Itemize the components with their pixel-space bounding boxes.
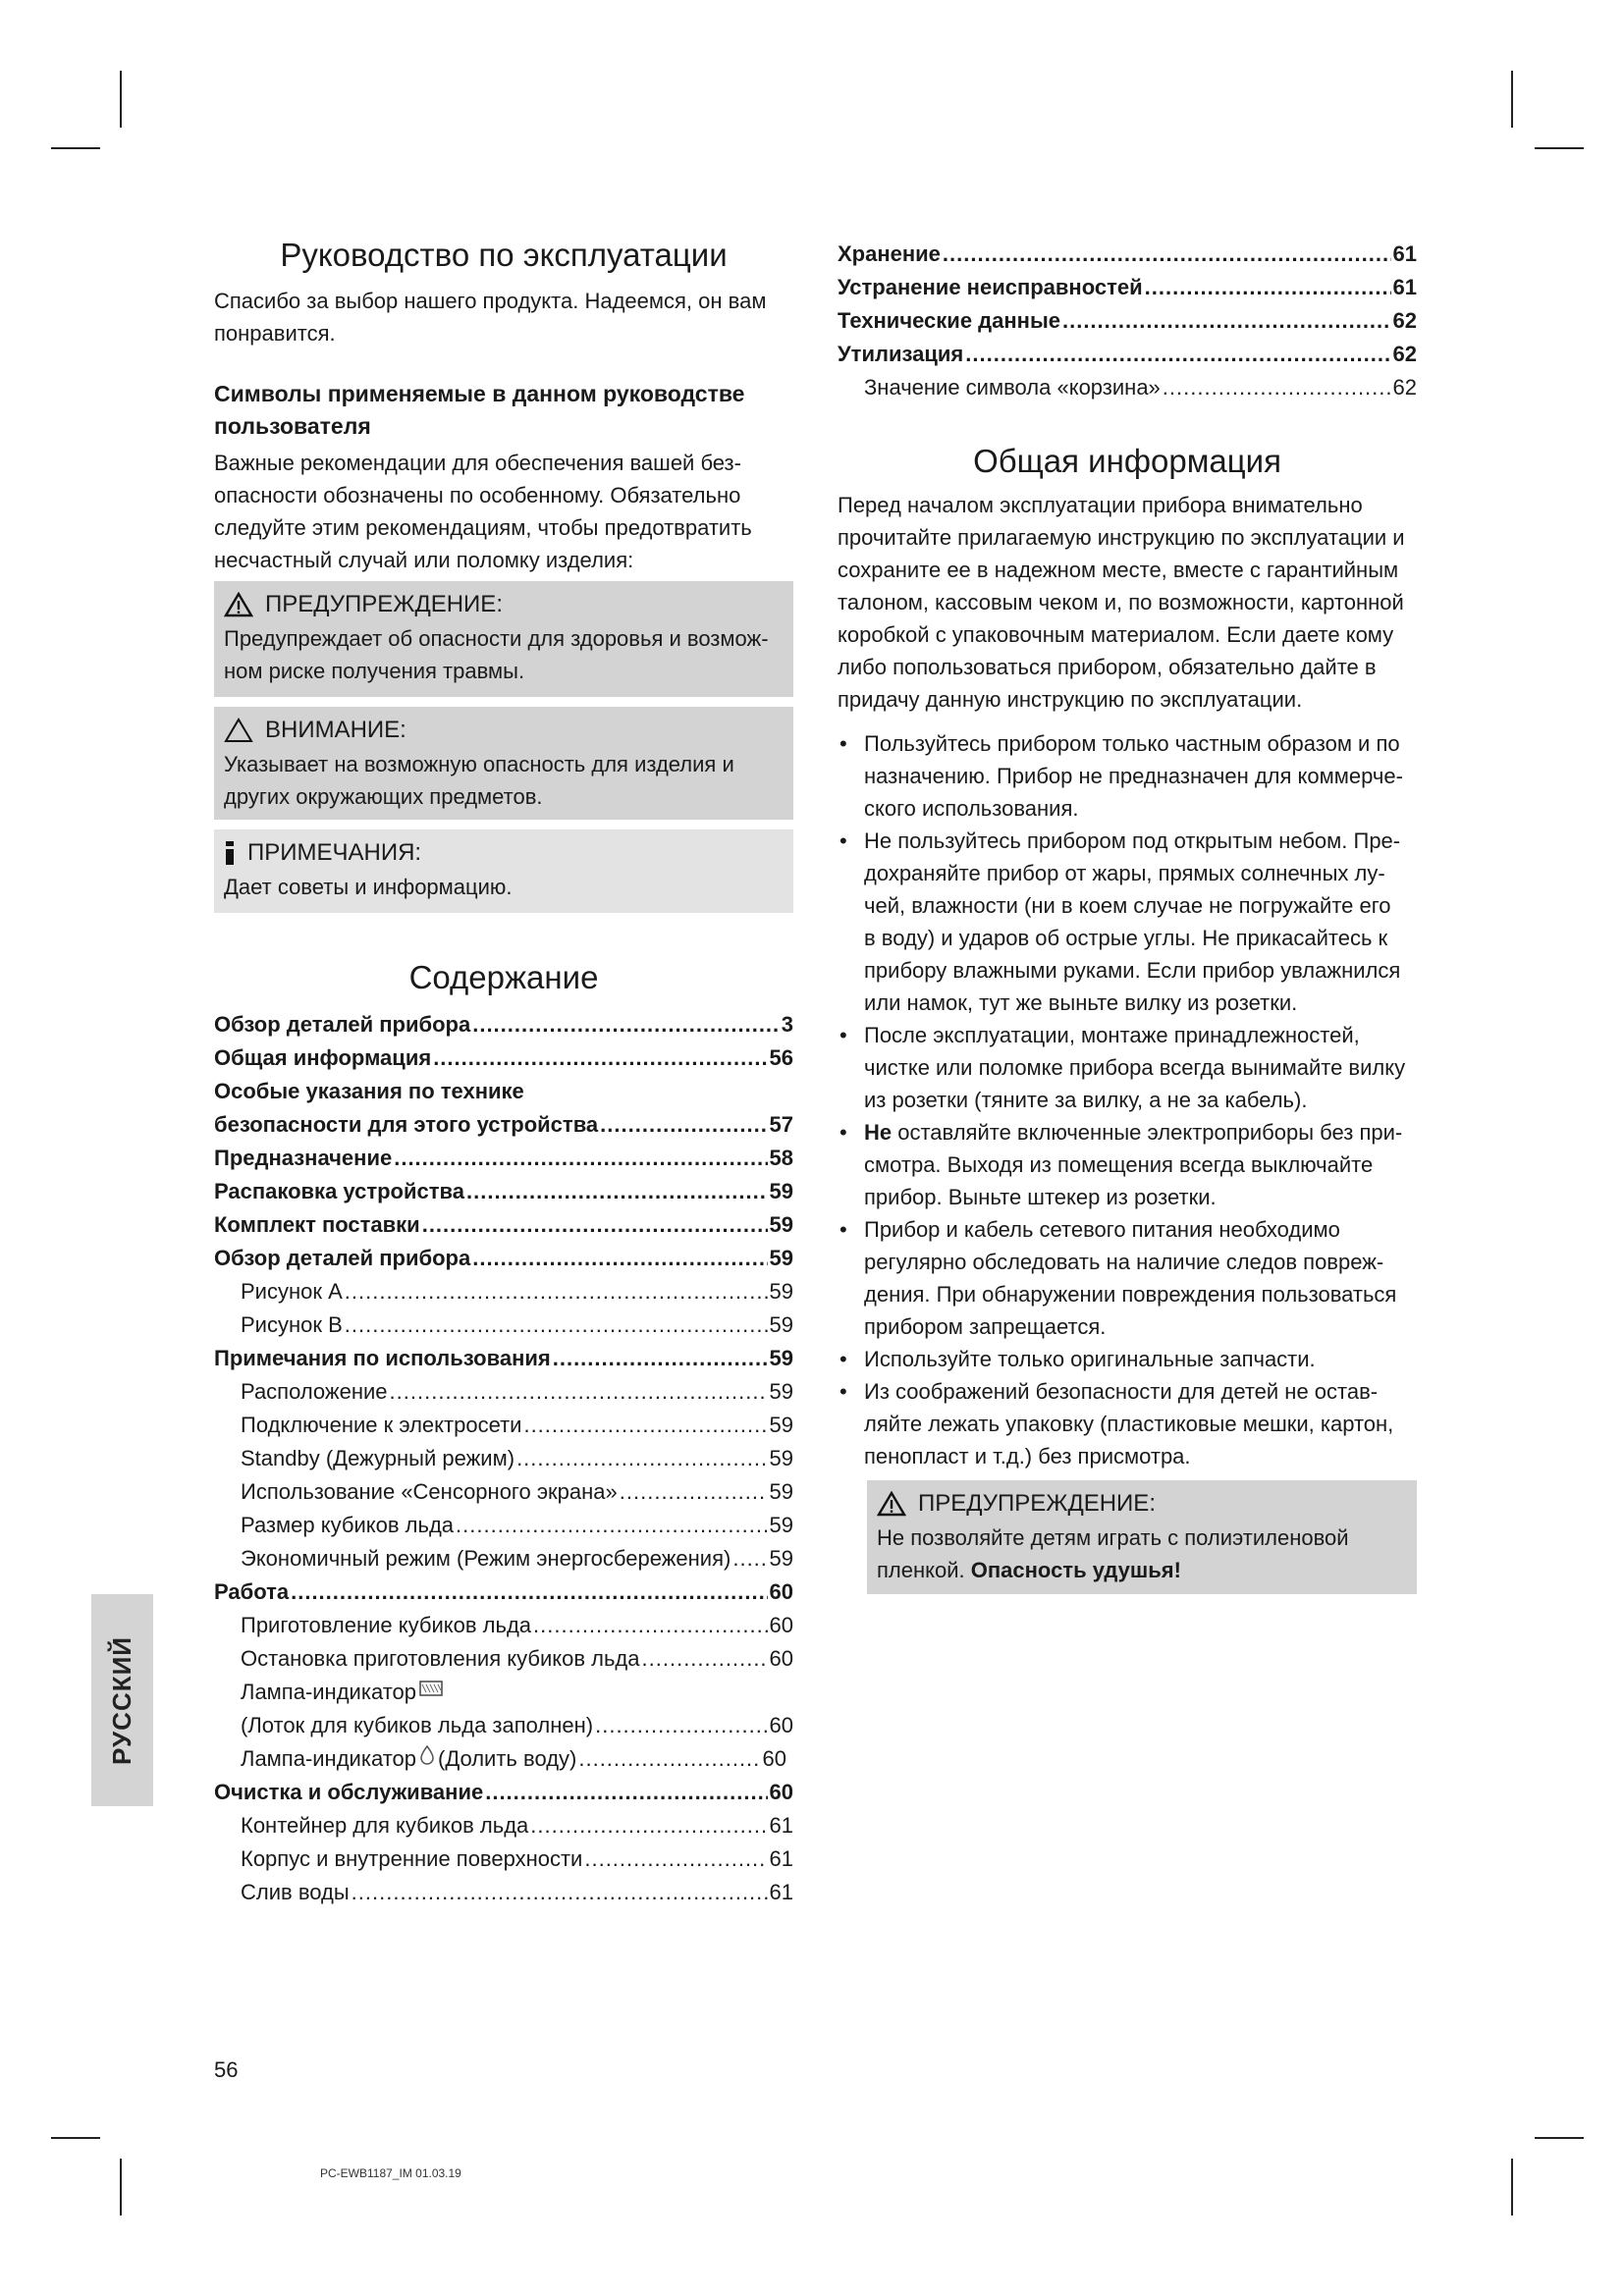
general-info-text (838, 489, 1417, 716)
caution-title (224, 713, 784, 748)
bullet-item: • Не оставляйте включенные электроприборы без при- смотра. Выходя из помещения всегда выключайте прибор. Выньте штекер из розетки. (838, 1116, 1417, 1213)
page-number: 56 (214, 2057, 239, 2082)
general-line: сохраните ее в надежном месте, вместе с гарантийным (838, 558, 1399, 582)
toc-entry[interactable]: безопасности для этого устройства ..... 57 (214, 1108, 793, 1142)
symbols-text (214, 447, 793, 576)
toc-entry[interactable]: Корпус и внутренние поверхности ..... 61 (214, 1842, 793, 1876)
toc-entry[interactable]: Особые указания по технике (214, 1079, 524, 1103)
crop-mark (1511, 71, 1513, 128)
crop-mark (120, 2159, 122, 2216)
toc-entry[interactable]: Расположение ..... 59 (214, 1375, 793, 1409)
warning-title (224, 587, 784, 622)
warning-title-text: ПРЕДУПРЕЖДЕНИЕ: (265, 591, 503, 617)
toc-entry[interactable]: Подключение к электросети ..... 59 (214, 1409, 793, 1442)
bullet-item: • Из соображений безопасности для детей не остав- ляйте лежать упаковку (пластиковые мешки, картон, пенопласт и т.д.) без присмотра. (838, 1375, 1417, 1472)
note-title (224, 835, 784, 871)
toc-entry[interactable]: Хранение ..... 61 (838, 238, 1417, 271)
toc-entry[interactable]: Утилизация ..... 62 (838, 338, 1417, 371)
general-line: придачу данную инструкцию по эксплуатации. (838, 687, 1303, 712)
caution-title-text: ВНИМАНИЕ: (265, 717, 406, 743)
toc-entry[interactable]: Лампа-индикатор (214, 1676, 793, 1709)
symbols-line: опасности обозначены по особенному. Обязательно (214, 483, 741, 507)
toc-entry[interactable]: Очистка и обслуживание ..... 60 (214, 1776, 793, 1809)
toc-entry[interactable]: Технические данные ..... 62 (838, 304, 1417, 338)
note-line: Дает советы и информацию. (224, 875, 513, 899)
toc-left (214, 1008, 793, 1909)
toc-entry[interactable]: Обзор деталей прибора ..... 3 (214, 1008, 793, 1041)
contents-title: Содержание (408, 959, 599, 995)
intro-line: Спасибо за выбор нашего продукта. Надеемся, он вам (214, 289, 767, 313)
safety-bullets (838, 727, 1417, 1472)
toc-entry[interactable]: Предназначение ..... 58 (214, 1142, 793, 1175)
bullet-item: • Не пользуйтесь прибором под открытым небом. Пре- дохраняйте прибор от жары, прямых солнечных лу- чей, влажности (ни в коем случае не погружайте его в воду) и ударов об острые углы. Не прикасайтесь к прибору влажными руками. Если прибор увлажнился или намок, тут же выньте вилку из розетки. (838, 825, 1417, 1019)
caution-line: других окружающих предметов. (224, 784, 543, 809)
warning-triangle-icon (877, 1491, 906, 1517)
crop-mark (51, 147, 100, 149)
symbols-heading (214, 378, 793, 443)
plastic-warning-line: Не позволяйте детям играть с полиэтиленовой (877, 1525, 1349, 1550)
toc-entry[interactable]: Экономичный режим (Режим энергосбережения) ..... 59 (214, 1542, 793, 1575)
general-line: Перед началом эксплуатации прибора внимательно (838, 493, 1363, 517)
manual-title: Руководство по эксплуатации (280, 237, 728, 273)
crop-mark (1535, 2137, 1584, 2139)
note-box (214, 829, 793, 913)
crop-mark (1511, 2159, 1513, 2216)
toc-entry[interactable]: Приготовление кубиков льда ..... 60 (214, 1609, 793, 1642)
caution-line: Указывает на возможную опасность для изделия и (224, 752, 734, 776)
toc-right (838, 238, 1417, 404)
water-drop-icon (418, 1742, 436, 1776)
note-title-text: ПРИМЕЧАНИЯ: (247, 839, 422, 866)
toc-entry[interactable]: Значение символа «корзина» ..... 62 (838, 371, 1417, 404)
toc-entry[interactable]: (Лоток для кубиков льда заполнен) ..... 60 (214, 1709, 793, 1742)
toc-entry[interactable]: Рисунок B ..... 59 (214, 1308, 793, 1342)
ice-tray-full-icon (418, 1676, 444, 1709)
general-line: талоном, кассовым чеком и, по возможности, картонной (838, 590, 1404, 614)
bullet-item: • Используйте только оригинальные запчасти. (838, 1343, 1417, 1375)
caution-box (214, 707, 793, 820)
crop-mark (1535, 147, 1584, 149)
crop-mark (51, 2137, 100, 2139)
info-icon (224, 840, 236, 866)
toc-entry[interactable]: Слив воды ..... 61 (214, 1876, 793, 1909)
plastic-warning-line: пленкой. Опасность удушья! (877, 1558, 1181, 1582)
plastic-warning-title (877, 1486, 1407, 1522)
toc-entry[interactable]: Общая информация ..... 56 (214, 1041, 793, 1075)
plastic-warning-title-text: ПРЕДУПРЕЖДЕНИЕ: (918, 1490, 1156, 1517)
symbols-heading-line: Символы применяемые в данном руководстве (214, 381, 745, 406)
toc-entry[interactable]: Распаковка устройства ..... 59 (214, 1175, 793, 1208)
general-line: коробкой с упаковочным материалом. Если даете кому (838, 622, 1394, 647)
caution-triangle-icon (224, 718, 253, 743)
warning-line: Предупреждает об опасности для здоровья и возмож- (224, 626, 769, 651)
toc-entry[interactable]: Использование «Сенсорного экрана» ..... 59 (214, 1475, 793, 1509)
toc-entry[interactable]: Примечания по использования ..... 59 (214, 1342, 793, 1375)
intro-line: понравится. (214, 321, 336, 346)
toc-entry[interactable]: Рисунок A ..... 59 (214, 1275, 793, 1308)
language-tab-label: РУССКИЙ (107, 1635, 137, 1765)
bullet-item: • После эксплуатации, монтаже принадлежностей, чистке или поломке прибора всегда вынимайте вилку из розетки (тяните за вилку, а не за кабель). (838, 1019, 1417, 1116)
toc-entry[interactable]: Обзор деталей прибора ..... 59 (214, 1242, 793, 1275)
warning-box (214, 581, 793, 697)
footer-code: PC-EWB1187_IM 01.03.19 (320, 2166, 461, 2180)
language-tab (91, 1594, 153, 1806)
toc-entry[interactable]: Размер кубиков льда ..... 59 (214, 1509, 793, 1542)
general-line: либо попользоваться прибором, обязательно дайте в (838, 655, 1377, 679)
warning-line: ном риске получения травмы. (224, 659, 525, 683)
crop-mark (120, 71, 122, 128)
general-line: прочитайте прилагаемую инструкцию по эксплуатации и (838, 525, 1405, 550)
toc-entry[interactable]: Устранение неисправностей ..... 61 (838, 271, 1417, 304)
bullet-item: • Прибор и кабель сетевого питания необходимо регулярно обследовать на наличие следов повреж- дения. При обнаружении повреждения пользоваться прибором запрещается. (838, 1213, 1417, 1343)
toc-entry[interactable]: Работа ..... 60 (214, 1575, 793, 1609)
toc-entry[interactable]: Комплект поставки ..... 59 (214, 1208, 793, 1242)
bullet-item: • Пользуйтесь прибором только частным образом и по назначению. Прибор не предназначен для коммерче- ского использования. (838, 727, 1417, 825)
toc-entry[interactable]: Standby (Дежурный режим) ..... 59 (214, 1442, 793, 1475)
symbols-line: Важные рекомендации для обеспечения вашей без- (214, 451, 741, 475)
general-info-title: Общая информация (973, 443, 1281, 479)
symbols-line: несчастный случай или поломку изделия: (214, 548, 634, 572)
toc-entry[interactable]: Контейнер для кубиков льда ..... 61 (214, 1809, 793, 1842)
toc-entry[interactable]: Лампа-индикатор (Долить воду) ..... 60 (214, 1742, 786, 1776)
toc-entry[interactable]: Остановка приготовления кубиков льда ..... 60 (214, 1642, 793, 1676)
warning-triangle-icon (224, 592, 253, 617)
symbols-line: следуйте этим рекомендациям, чтобы предотвратить (214, 515, 752, 540)
intro-text (214, 285, 793, 349)
plastic-warning-box (867, 1480, 1417, 1594)
symbols-heading-line: пользователя (214, 413, 371, 439)
